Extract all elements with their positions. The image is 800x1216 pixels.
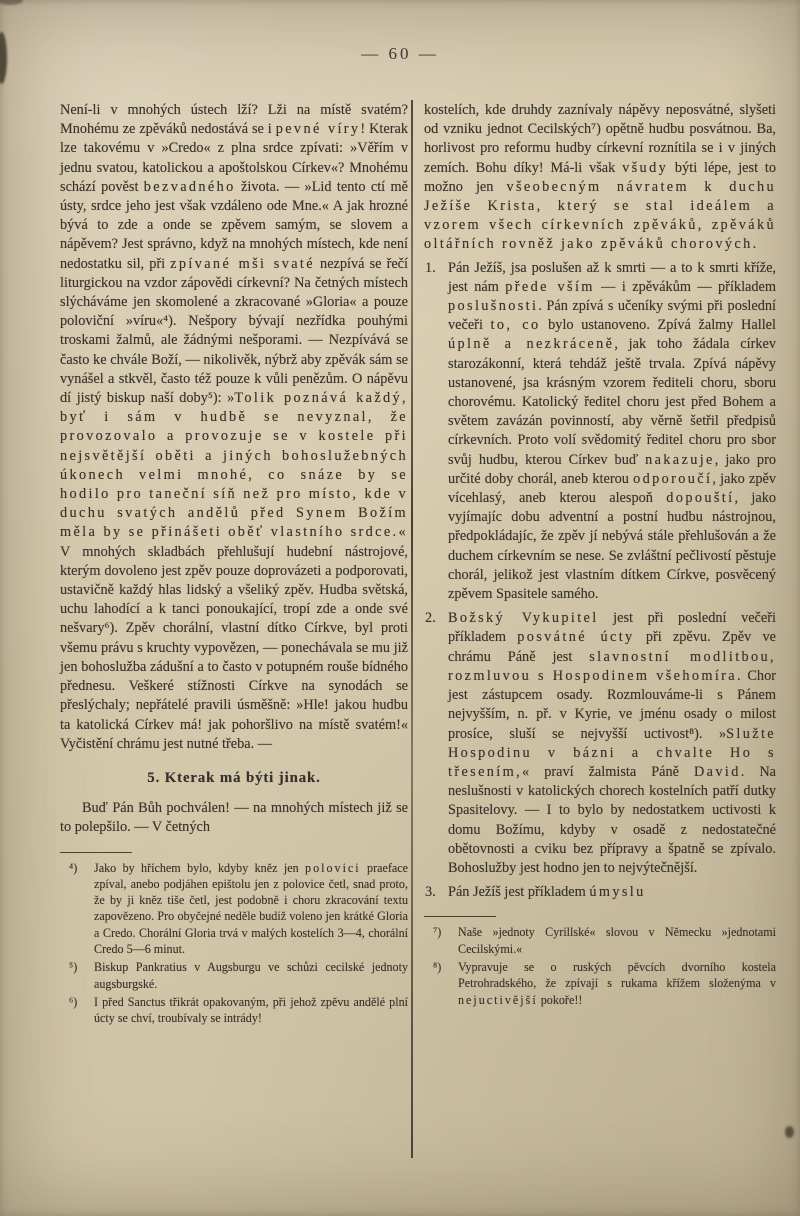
footnote-text [458,960,776,1007]
item-number: 1. [425,259,436,276]
footnote-marker: ⁶) [69,994,78,1009]
page-number-text: — 60 — [361,44,439,63]
text-segment: , jako vyjímajíc dobu adventní a postní hudbu nástrojnou, předpokládajíc, že zpěv jí nebývá stále přehlušován a že duchem církevním se nese. Se zvláštní pečlivostí pěstuje chorál, jelikož jest vlastním dítkem Církve, posvěcený zpěvem Spasitele samého. [448,490,777,603]
text-segment: odporoučí [633,470,713,487]
text-segment: to, co [490,317,541,334]
text-segment: I před Sanctus třikrát opakovaným, při jehož zpěvu andělé plní úcty se chví, troubívaly se intrády! [94,994,408,1026]
text-segment: při zpěvu. Zpěv ve chrámu Páně jest [448,629,777,665]
footnote-marker: ⁸) [433,959,442,974]
footnote-text [94,960,408,990]
text-segment: kostelích, kde druhdy zaznívaly nápěvy neposvátné, slyšeti od vzniku jednot Cecilských⁷) opětně hudbu posvátnou. Ba, horlivost pro reformu hudby církevní roznítila se i v jiných zemích. Bohu díky! Má-li však [424,102,776,176]
text-segment: V mnohých skladbách přehlušují hudební nástrojové, kterým dovoleno jest zpěv pouze doprovázeti a podporovati, ustavičně každý hlas lidský a všeliký zpěv. Hudba světská, uchu lahodící a k tanci ponoukající, tropí zde a onde své nešvary⁶). Zpěv chorální, vlastní dítko Církve, byl proti všemu právu s kruchty vypovězen, — ponechávala se mu již jen bohoslužba zádušní a to často v potupném rouše bídného přednesu. Veškeré stížnosti Církve na synodách se přeslýchaly; nepřátelé pravili úsměšně: »Hle! jakou hudbu ta katolická Církev má! jak pohoršlivo na místě svatém!« Vyčistění chrámu jest nutné třeba. — [60,543,408,752]
paragraph [60,799,408,837]
text-segment: Pán Ježíš jest příkladem [448,884,590,901]
footnote-rule [424,916,496,917]
text-segment: ! Kterak lze takovému v »Credo« z plna srdce zpívati: »Věřím v jednu svatou, katolickou a apoštolskou Církev«? Mnohému schází pověst [60,121,409,195]
footnote-rule [60,852,132,853]
left-column [60,101,408,1028]
text-segment: Naše »jednoty Cyrillské« slovou v Německu »jednotami Cecilskými.« [458,925,776,956]
footnotes-left [60,852,408,1027]
text-segment: Služte Hospodinu v bázni a chvalte Ho s třesením, [448,725,776,780]
text-segment: bylo ustanoveno. Zpívá žalmy Hallel [540,317,776,334]
text-segment: David [694,763,741,780]
text-segment: bezvadného [143,178,236,195]
text-segment: dopouští [666,490,735,507]
text-segment: . Pán zpívá s učeníky svými při poslední večeři [448,298,776,334]
footnote-marker: ⁴) [69,860,78,875]
right-column [424,101,776,1028]
paragraph-continuation [60,101,408,754]
footnote-4 [60,860,408,958]
footnote-marker: ⁵) [69,960,78,975]
text-segment: poslušnosti [448,298,539,315]
section-heading: 5. Kterak má býti jinak. [147,769,321,786]
item-text [448,260,776,602]
paragraph-continuation [424,101,776,255]
footnote-8 [424,959,776,1008]
text-columns [60,101,776,1028]
text-segment: přede vším [505,278,595,295]
footnote-text [458,925,776,955]
numbered-item-1 [424,259,776,605]
footnote-text [94,995,408,1025]
scan-artifact [0,32,7,84]
text-segment: slavnostní modlitbou, rozmluvou s Hospodinem všehomíra. [448,648,776,684]
footnote-7 [424,924,776,957]
text-segment: úmyslu [589,884,646,901]
footnote-marker: ⁷) [433,925,442,940]
text-segment: posvátné úcty [517,629,635,646]
text-segment: Božský Vykupitel [448,610,599,627]
page-number [0,44,800,64]
item-number: 3. [425,884,436,901]
text-segment: , jako zpěv vícehlasý, aneb kterou alespoň [448,470,776,507]
text-segment: jest při poslední večeři příkladem [448,610,776,646]
text-segment: nejuctivější [458,992,538,1007]
numbered-item-3 [424,883,776,902]
text-segment: Tolik poznává každý, byť i sám v hudbě se nevyznal, že provozovalo a provozuje se v kostele při nejsvětější oběti a jiných bohoslužebných úkonech velmi mnohé, co snáze by se hodilo pro taneční síň než pro místo, kde v duchu svatých andělů před Synem Božím měla by se přinášeti oběť vlastního srdce.« [60,390,408,541]
scan-artifact [0,0,23,5]
text-segment: « praví žalmista Páně [522,763,694,780]
text-segment: Buď Pán Bůh pochválen! — na mnohých místech již se to polepšilo. — V četných [60,800,408,836]
footnote-5 [60,959,408,992]
text-segment: úplně a nezkráceně [448,336,615,353]
text-segment: Chor jest zástupcem osady. Rozmlouváme-li s Pánem nejvyšším, n. př. v Kyrie, ve jménu osady o milost prosíce, sluší se nejvyšší uctivost⁸). » [448,667,776,742]
text-segment: nezpívá se řečí liturgickou na vzdor zápovědi církevní? Na četných místech slýcháváme jen skomolené a zkracované »Gloria« a pouze poloviční »víru«⁴). Nešpory bývají nezřídka pouhými troskami žalmů, ale žádnými nešporami. — Nezpívává se často ke chvále Boží, — nikolivěk, nýbrž aby zpěvák sám se vynášel a stkvěl, často též pouze k vůli penězům. O nápěvu dí jistý biskup naší doby⁵): » [60,255,408,407]
text-segment: — i zpěvákům — příkladem [594,278,777,295]
numbered-item-2 [424,609,776,878]
text-segment: býti lépe, jest to možno jen [424,159,776,195]
text-segment: nakazuje [645,451,715,468]
text-segment: Biskup Pankratius v Augsburgu ve schůzi cecilské jednoty augsburgské. [94,960,408,991]
text-segment: života. — »Lid tento ctí mě ústy, srdce jeho jest však vzdáleno ode Mne.« A jak hrozné bývá to zde a onde se zpěvem samým, se slovem a nápěvem? Jest správno, když na mnohých místech, kde není nedostatku sil, při [60,178,408,272]
text-segment: všudy [622,159,669,176]
text-segment: zpívané mši svaté [170,255,315,272]
item-text [448,884,646,900]
item-text [448,610,776,876]
text-segment: pokoře!! [537,992,583,1007]
text-segment: Jako by hříchem bylo, kdyby kněz jen [94,860,306,875]
footnote-text [94,861,408,956]
text-segment: pevné víry [275,121,361,138]
text-segment: praeface zpíval, anebo podjáhen epištolu jen z polovice četl, snad proto, že by ji kněz tiše četl, jest podobně i choru zkracování textu zapovězeno. Pro obyčejné neděle budiž voleno jen krátké Gloria a Credo. Chorální Gloria trvá v malých kostelích 3—4, chorální Credo 5—6 minut. [94,860,408,956]
text-segment: , jako pro určité doby chorál, aneb kterou [448,451,776,487]
text-segment: Není-li v mnohých ústech lží? Lži na místě svatém? Mnohému ze zpěváků nedostává se i [60,102,408,138]
scan-artifact [785,1126,794,1138]
text-segment: všeobecným návratem k duchu Ježíše Krista, který se stal ideálem a vzorem všech církevních zpěváků, zpěváků oltářních rovněž jako zpěváků chorových. [424,178,776,253]
text-segment: polovici [305,860,361,875]
footnote-6 [60,994,408,1027]
text-segment: , jak toho žádala církev starozákonní, která tehdáž ještě trvala. Zpívá nápěvy ustanovené, jsa krásným vzorem řediteli choru, sboru chorovému. Katolický ředitel choru jest před Bohem a světem zavázán povinností, aby věrně šetřil předpisů církevních. Proto volí svědomitý ředitel choru pro sbor svůj hudbu, kterou Církev buď [448,336,776,468]
footnotes-right [424,916,776,1007]
text-segment: Vypravuje se o ruských pěvcích dvorního kostela Petrohradského, že zpívají s rukama křížem složenýma v [458,959,776,991]
text-segment: Pán Ježíš, jsa poslušen až k smrti — a to k smrti kříže, jest nám [448,259,776,295]
item-number: 2. [425,610,436,627]
text-segment: . Na neslušnosti v katolických chorech kostelních patří dutky Spasitelovy. — I to bylo by nedostatkem uctivosti k domu Božímu, kdyby v osadě z nedostatečné obětovnosti a cviku bez přípravy a špatně se zpívalo. Bohoslužby jest hodno jen to nejvýtečnější. [448,763,776,876]
